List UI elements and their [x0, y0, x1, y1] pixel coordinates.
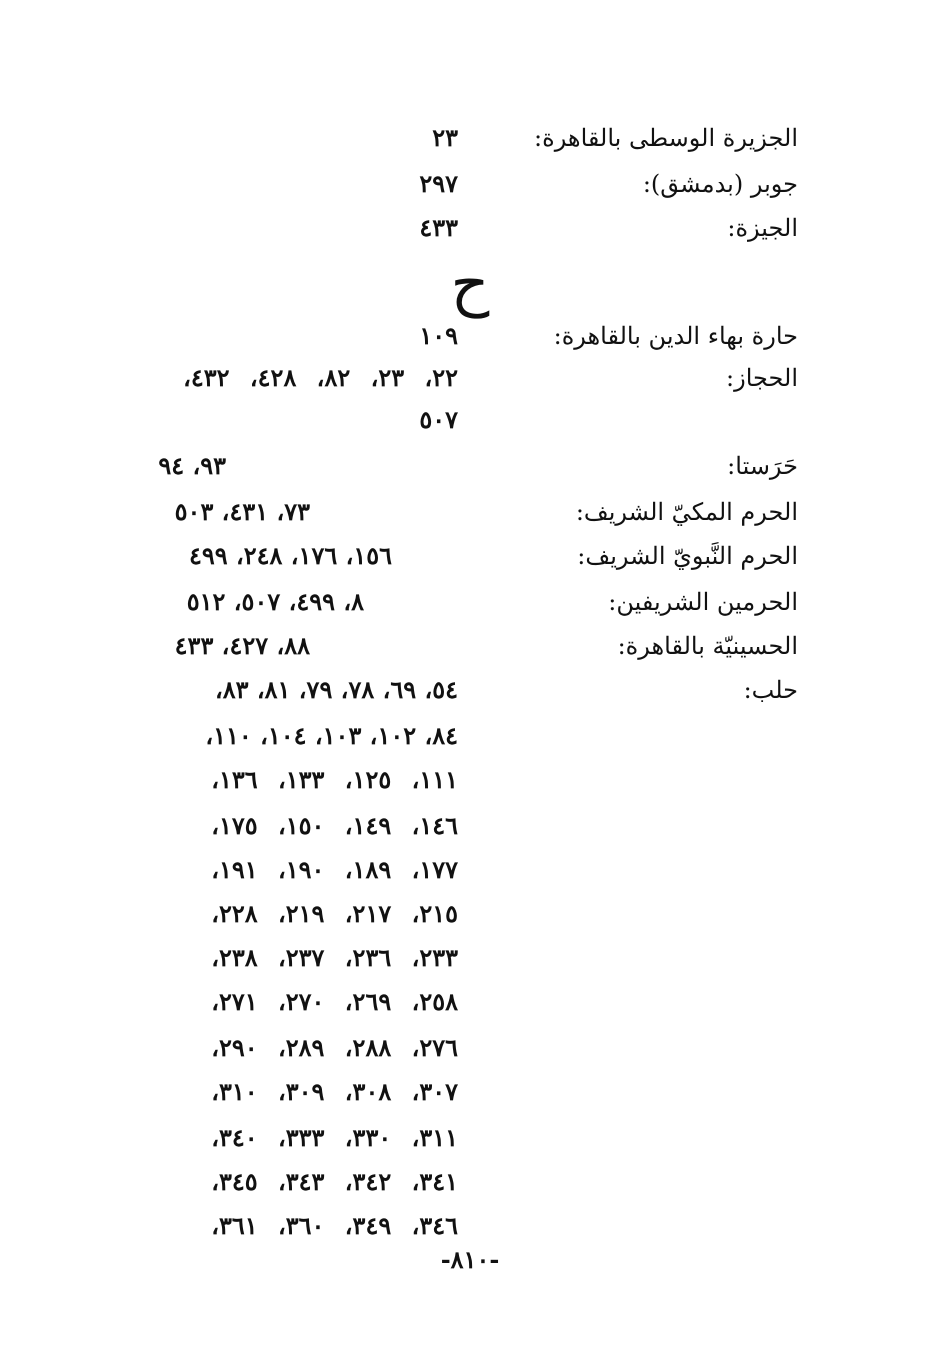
entry-pages: ٢٩٧ [419, 169, 458, 198]
entry-pages: ٣١١، ٣٣٠، ٣٣٣، ٣٤٠، [211, 1123, 458, 1152]
entry-pages: ٩٣، ٩٤ [158, 451, 226, 480]
index-entry-continuation [0, 714, 940, 758]
page-number: -٨١٠- [440, 1245, 500, 1274]
index-entry [0, 162, 940, 206]
index-entry [0, 534, 940, 578]
entry-term: الجزيرة الوسطى بالقاهرة: [534, 124, 798, 152]
entry-pages: ٢١٥، ٢١٧، ٢١٩، ٢٢٨، [211, 899, 458, 928]
index-entry-continuation [0, 892, 940, 936]
entry-pages: ١٠٩ [419, 321, 458, 350]
entry-term: جوبر (بدمشق): [642, 170, 798, 198]
index-entry-continuation [0, 804, 940, 848]
entry-pages: ٢٣٣، ٢٣٦، ٢٣٧، ٢٣٨، [211, 943, 458, 972]
index-entry [0, 206, 940, 250]
index-entry-continuation [0, 1204, 940, 1248]
entry-pages: ١٥٦، ١٧٦، ٢٤٨، ٤٩٩ [188, 541, 392, 570]
index-entry [0, 356, 940, 400]
entry-pages: ٢٧٦، ٢٨٨، ٢٨٩، ٢٩٠، [211, 1033, 458, 1062]
index-entry-continuation [0, 1160, 940, 1204]
index-entry [0, 668, 940, 712]
entry-term: حَرَستا: [727, 452, 798, 480]
entry-pages: ٣٤٦، ٣٤٩، ٣٦٠، ٣٦١، [211, 1211, 458, 1240]
entry-pages: ٧٣، ٤٣١، ٥٠٣ [174, 497, 310, 526]
index-entry-continuation [0, 1070, 940, 1114]
entry-term: الجيزة: [727, 214, 798, 242]
entry-term: حارة بهاء الدين بالقاهرة: [553, 322, 798, 350]
entry-pages: ١٤٦، ١٤٩، ١٥٠، ١٧٥، [211, 811, 458, 840]
index-entry-continuation [0, 1116, 940, 1160]
entry-pages: ٤٣٣ [419, 213, 458, 242]
index-entry-continuation [0, 758, 940, 802]
entry-term: الحسينيّة بالقاهرة: [617, 632, 798, 660]
index-entry [0, 314, 940, 358]
index-entry [0, 624, 940, 668]
index-entry-continuation [0, 936, 940, 980]
entry-pages: ٢٢، ٢٣، ٨٢، ٤٢٨، ٤٣٢، [183, 363, 458, 392]
entry-term: حلب: [743, 676, 798, 704]
index-entry-continuation [0, 848, 940, 892]
entry-term: الحرم النَّبويّ الشريف: [577, 542, 798, 570]
entry-pages: ٢٥٨، ٢٦٩، ٢٧٠، ٢٧١، [211, 987, 458, 1016]
entry-pages: ٥٠٧ [419, 405, 458, 434]
entry-pages: ٨، ٤٩٩، ٥٠٧، ٥١٢ [186, 587, 364, 616]
entry-pages: ٣٤١، ٣٤٢، ٣٤٣، ٣٤٥، [211, 1167, 458, 1196]
entry-pages: ١٧٧، ١٨٩، ١٩٠، ١٩١، [211, 855, 458, 884]
entry-pages: ١١١، ١٢٥، ١٣٣، ١٣٦، [211, 765, 458, 794]
entry-pages: ٨٤، ١٠٢، ١٠٣، ١٠٤، ١١٠، [205, 721, 458, 750]
index-entry-continuation [0, 398, 940, 442]
entry-pages: ٢٣ [432, 123, 458, 152]
index-entry-continuation [0, 980, 940, 1024]
index-entry [0, 444, 940, 488]
entry-pages: ٨٨، ٤٢٧، ٤٣٣ [174, 631, 310, 660]
entry-term: الحجاز: [726, 364, 798, 392]
entry-term: الحرم المكيّ الشريف: [575, 498, 798, 526]
index-entry [0, 580, 940, 624]
index-entry [0, 490, 940, 534]
entry-term: الحرمين الشريفين: [608, 588, 798, 616]
index-entry-continuation [0, 1026, 940, 1070]
entry-pages: ٥٤، ٦٩، ٧٨، ٧٩، ٨١، ٨٣، [215, 675, 458, 704]
section-letter: ح [450, 249, 490, 319]
entry-pages: ٣٠٧، ٣٠٨، ٣٠٩، ٣١٠، [211, 1077, 458, 1106]
index-entry [0, 116, 940, 160]
